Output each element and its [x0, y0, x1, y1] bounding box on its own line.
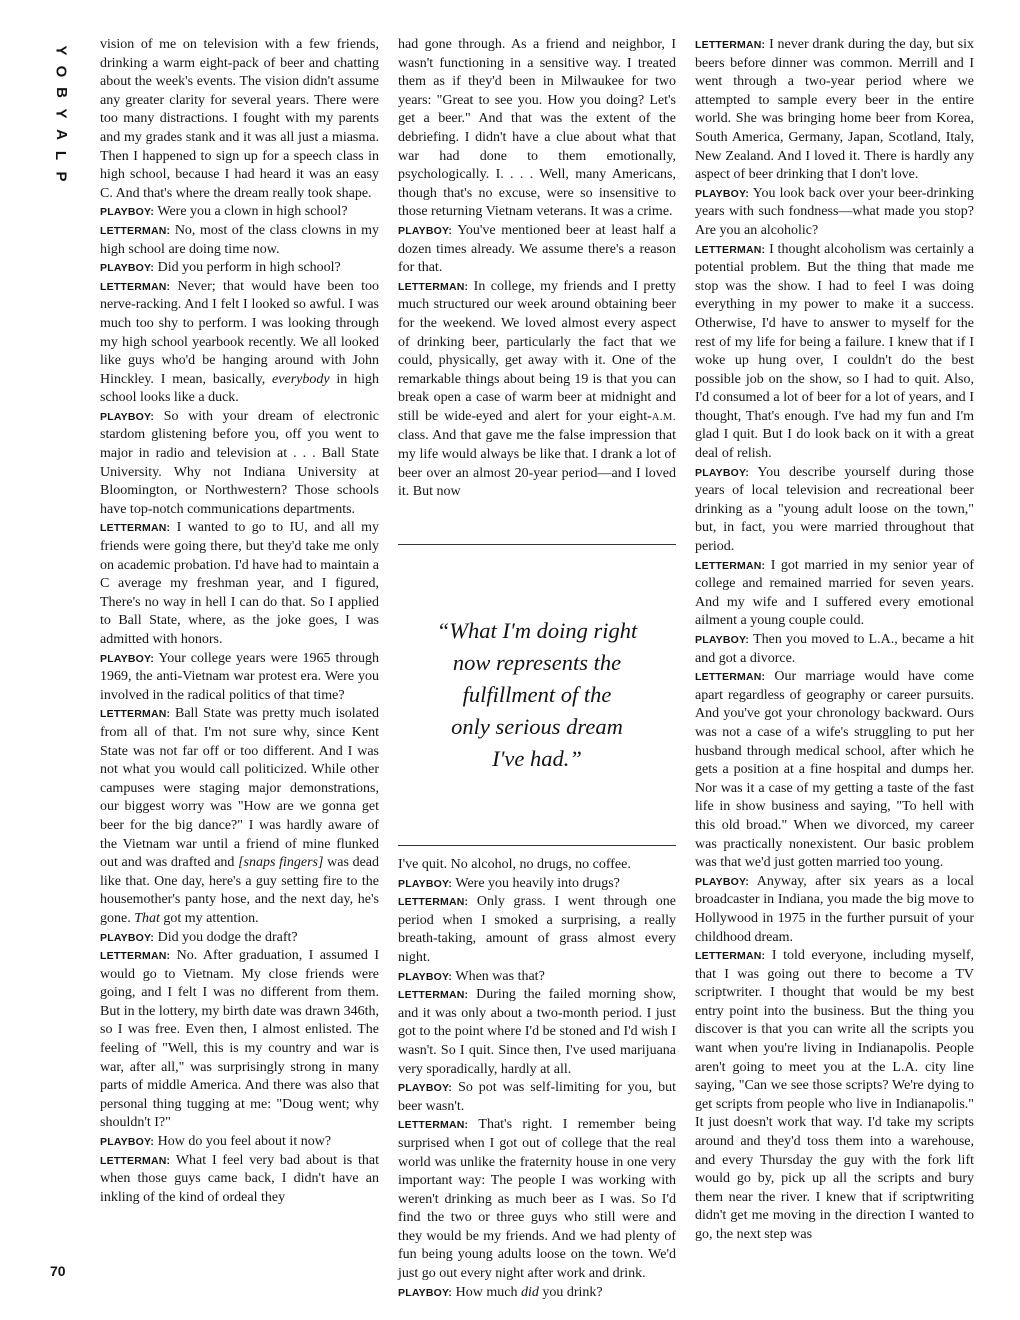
speaker-label: PLAYBOY:: [695, 634, 750, 646]
paragraph: LETTERMAN: What I feel very bad about is that when those guys came back, I didn't have an inkling of the kind of ordeal they: [100, 1152, 379, 1205]
paragraph: PLAYBOY: Were you a clown in high school?: [100, 204, 348, 220]
pull-quote: [398, 544, 676, 846]
paragraph: PLAYBOY: So pot was self-limiting for you, but beer wasn't.: [398, 1080, 676, 1114]
paragraph: LETTERMAN: I thought alcoholism was certainly a potential problem. But the thing that made me stop was the show. I had to feel I was doing everything in my power to make it a success. Otherwise, I'd have to answer to myself for the rest of my life for being a failure. I knew that if I woke up hung over, I couldn't do the best possible job on the show, so I had to quit. Also, I'd consumed a lot of beer for a lot of years, and I thought, That's enough. I've had my fun and I'm glad I quit. But I do look back on it with a great deal of relish.: [695, 241, 975, 462]
paragraph: had gone through. As a friend and neighbor, I wasn't functioning in a sensitive way. I treated them as if they'd been in Milwaukee for two years: "Great to see you. How you doing? Let's get a beer." And that was the extent of the debriefing. I didn't have a clue about what that war had done to them emotionally, psychologically. I. . . . Well, many Americans, though that's no excuse, were so insensitive to those returning Vietnam veterans. It was a crime.: [398, 37, 676, 220]
column-2-top: [398, 36, 676, 502]
speaker-label: LETTERMAN:: [695, 950, 766, 963]
speaker-label: PLAYBOY:: [695, 187, 750, 200]
paragraph: LETTERMAN: No, most of the class clowns in my high school are doing time now.: [100, 222, 379, 257]
paragraph: I've quit. No alcohol, no drugs, no coffee.: [398, 857, 631, 872]
speaker-label: PLAYBOY:: [100, 931, 155, 944]
paragraph: PLAYBOY: Were you heavily into drugs?: [398, 875, 620, 891]
pull-quote-line: “What I'm doing right: [436, 618, 638, 643]
running-head-letter: Y: [52, 108, 70, 119]
pull-quote-line: fulfillment of the: [462, 682, 612, 707]
paragraph: LETTERMAN: In college, my friends and I pretty much structured our week around obtaining beer for the weekend. We loved almost every aspect of drinking beer, particularly the fact that we could, physically, get away with it. One of the remarkable things about being 19 is that you can break open a case of warm beer at midnight and still be wide-eyed and alert for your eight-A.M. class. And that gave me the false impression that my life would always be like that. I drank a lot of beer over an almost 20-year period—and I loved it. But now: [398, 278, 677, 500]
speaker-label: PLAYBOY:: [695, 875, 750, 888]
paragraph: LETTERMAN: I wanted to go to IU, and all my friends were going there, but they'd take me only on academic probation. I'd have had to maintain a C average my freshman year, and I figured, There's no way in hell I can do that. So I applied to Ball State, where, as the joke goes, I was admitted with honors.: [100, 520, 379, 647]
paragraph: PLAYBOY: How much did you drink?: [398, 1284, 603, 1300]
speaker-label: LETTERMAN:: [398, 280, 469, 293]
speaker-label: LETTERMAN:: [695, 243, 766, 256]
paragraph: PLAYBOY: You look back over your beer-drinking years with such fondness—what made you stop? Are you an alcoholic?: [695, 185, 974, 238]
speaker-label: LETTERMAN:: [100, 708, 171, 721]
speaker-label: LETTERMAN:: [100, 224, 171, 237]
paragraph: LETTERMAN: During the failed morning show, and it was only about a two-month period. I just got to the point where I'd be stoned and I'd wish I wasn't. So I quit. Since then, I've used marijuana very sporadically, hardly at all.: [398, 987, 676, 1077]
speaker-label: LETTERMAN:: [695, 559, 766, 572]
speaker-label: LETTERMAN:: [100, 522, 171, 535]
paragraph: PLAYBOY: Then you moved to L.A., became a hit and got a divorce.: [695, 632, 974, 666]
speaker-label: PLAYBOY:: [100, 1136, 155, 1149]
running-head-letter: L: [52, 150, 70, 161]
speaker-label: PLAYBOY:: [100, 410, 155, 423]
speaker-label: PLAYBOY:: [398, 970, 453, 983]
speaker-label: PLAYBOY:: [100, 206, 155, 219]
speaker-label: PLAYBOY:: [398, 1082, 453, 1095]
speaker-label: PLAYBOY:: [695, 466, 750, 479]
paragraph: LETTERMAN: No. After graduation, I assumed I would go to Vietnam. My close friends were going, and I felt I was no different from them. But in the lottery, my birth date was drawn 346th, so I was free. Even then, I almost enlisted. The feeling of "Well, this is my country and war is war, after all," was surprisingly strong in many parts of middle America. And there was also that personal thing tugging at me: "Doug went; why shouldn't I?": [100, 948, 379, 1131]
paragraph: LETTERMAN: I told everyone, including myself, that I was going out there to become a TV scriptwriter. I thought that would be my best entry point into the business. But the thing you discover is that you can write all the scripts you want when you're living in Indianapolis. People aren't going to meet you at the L.A. city line saying, "Can we see those scripts? We're dying to get scripts from people who live in Indianapolis." It just doesn't work that way. I'd take my scripts around and they'd toss them into a warehouse, and every Thursday the guy with the fork lift would go by, pick up all the scripts and bury them near the river. I knew that if scriptwriting didn't get me moving in the direction I wanted to go, the next step was: [695, 948, 975, 1242]
speaker-label: LETTERMAN:: [398, 896, 469, 909]
paragraph: LETTERMAN: Never; that would have been too nerve-racking. And I felt I looked so awful. I was much too shy to perform. I was looking through my high school yearbook recently. We all looked like guys who'd be hanging around with John Hinckley. I mean, basically, everybody in high school looks like a duck.: [100, 278, 380, 406]
speaker-label: LETTERMAN:: [100, 1154, 171, 1167]
running-head-letter: P: [52, 171, 70, 182]
speaker-label: PLAYBOY:: [398, 224, 453, 237]
running-head-letter: O: [52, 65, 70, 78]
paragraph: LETTERMAN: Ball State was pretty much isolated from all of that. I'm not sure why, since Kent State was not far off or too different. And I was not what you would call politicized. While other campuses were staging major demonstrations, our biggest worry was "How are we gonna get beer for the big dance?" I was hardly aware of the Vietnam war until a friend of mine flunked out and was drafted and [snaps fingers] was dead like that. One day, here's a guy setting fire to the housemother's panty hose, and the next day, he's gone. That got my attention.: [100, 706, 380, 926]
paragraph: LETTERMAN: Only grass. I went through one period when I smoked a surprising, a really breath-taking, amount of grass almost every night.: [398, 894, 676, 965]
paragraph: PLAYBOY: You've mentioned beer at least half a dozen times already. We assume there's a reason for that.: [398, 222, 676, 276]
paragraph: PLAYBOY: Anyway, after six years as a local broadcaster in Indiana, you made the big move to Hollywood in 1975 in the further pursuit of your childhood dream.: [695, 873, 974, 945]
paragraph: PLAYBOY: Did you perform in high school?: [100, 260, 341, 276]
speaker-label: LETTERMAN:: [695, 39, 766, 51]
running-head-vertical: [50, 40, 72, 187]
pull-quote-line: now represents the: [452, 650, 622, 675]
paragraph: PLAYBOY: So with your dream of electronic stardom glistening before you, off you went to major in radio and television at . . . Ball State University. Why not Indiana University at Bloomington, or Northwestern? Those schools have top-notch communications departments.: [100, 408, 380, 517]
running-head-letter: Y: [52, 45, 70, 56]
paragraph: PLAYBOY: Did you dodge the draft?: [100, 929, 298, 945]
speaker-label: LETTERMAN:: [100, 950, 171, 963]
speaker-label: LETTERMAN:: [398, 989, 469, 1002]
paragraph: PLAYBOY: You describe yourself during those years of local television and recreational beer drinking as a "young adult loose on the town," but, in fact, you were married throughout that period.: [695, 464, 974, 555]
running-head-letter: A: [52, 129, 70, 140]
column-1: [100, 36, 379, 1207]
column-2-bottom: [398, 856, 676, 1302]
paragraph: LETTERMAN: Our marriage would have come apart regardless of geography or career pursuits. And you've got your chronology backward. Ours was not a case of a wife's struggling to put her husband through medical school, after which he gets a position at a fine hospital and dumps her. Nor was it a case of my getting a taste of the fast life in show business and saying, "To hell with this old broad." When we divorced, my career was practically nonexistent. Our basic problem was that we'd just gotten married too young.: [695, 669, 975, 871]
speaker-label: LETTERMAN:: [100, 280, 171, 293]
speaker-label: LETTERMAN:: [695, 671, 766, 684]
running-head-letter: B: [52, 87, 70, 98]
page-number: 70: [50, 1263, 66, 1279]
paragraph: LETTERMAN: That's right. I remember being surprised when I got out of college that the real world was unlike the fraternity house in one very important way: The people I was working with weren't drinking as much beer as I was. So I'd find the two or three guys who still were and they would be my friends. And we had plenty of fun being young adults loose on the town. We'd just go out every night after work and drink.: [398, 1117, 677, 1282]
paragraph: vision of me on television with a few friends, drinking a warm eight-pack of beer and chatting about the week's events. The vision didn't assume any greater clarity for several years. There were too many distractions. I fought with my parents and my grades stank and it was all just a miasma. Then I happened to sign up for a speech class in high school, because I had heard it was an easy C. And that's where the dream really took shape.: [100, 37, 379, 201]
speaker-label: PLAYBOY:: [398, 1286, 453, 1299]
paragraph: LETTERMAN: I never drank during the day, but six beers before dinner was common. Merrill and I went through a two-year period where we attempted to sample every beer in the entire world. She was bringing home beer from Korea, South America, Germany, Japan, Scotland, Italy, New Zealand. And I loved it. There is hardly any aspect of beer drinking that I don't love.: [695, 37, 974, 183]
pull-quote-line: only serious dream: [451, 714, 623, 739]
paragraph: PLAYBOY: How do you feel about it now?: [100, 1134, 332, 1150]
speaker-label: PLAYBOY:: [100, 652, 155, 665]
speaker-label: PLAYBOY:: [100, 262, 155, 275]
column-3: [695, 36, 974, 1245]
paragraph: PLAYBOY: Your college years were 1965 through 1969, the anti-Vietnam war protest era. Were you involved in the radical politics of that time?: [100, 650, 379, 703]
paragraph: PLAYBOY: When was that?: [398, 968, 545, 984]
pull-quote-line: I've had.”: [492, 746, 582, 771]
paragraph: LETTERMAN: I got married in my senior year of college and remained married for seven years. And my wife and I suffered every emotional ailment a young couple could.: [695, 557, 975, 629]
speaker-label: LETTERMAN:: [398, 1119, 469, 1132]
speaker-label: PLAYBOY:: [398, 877, 453, 890]
